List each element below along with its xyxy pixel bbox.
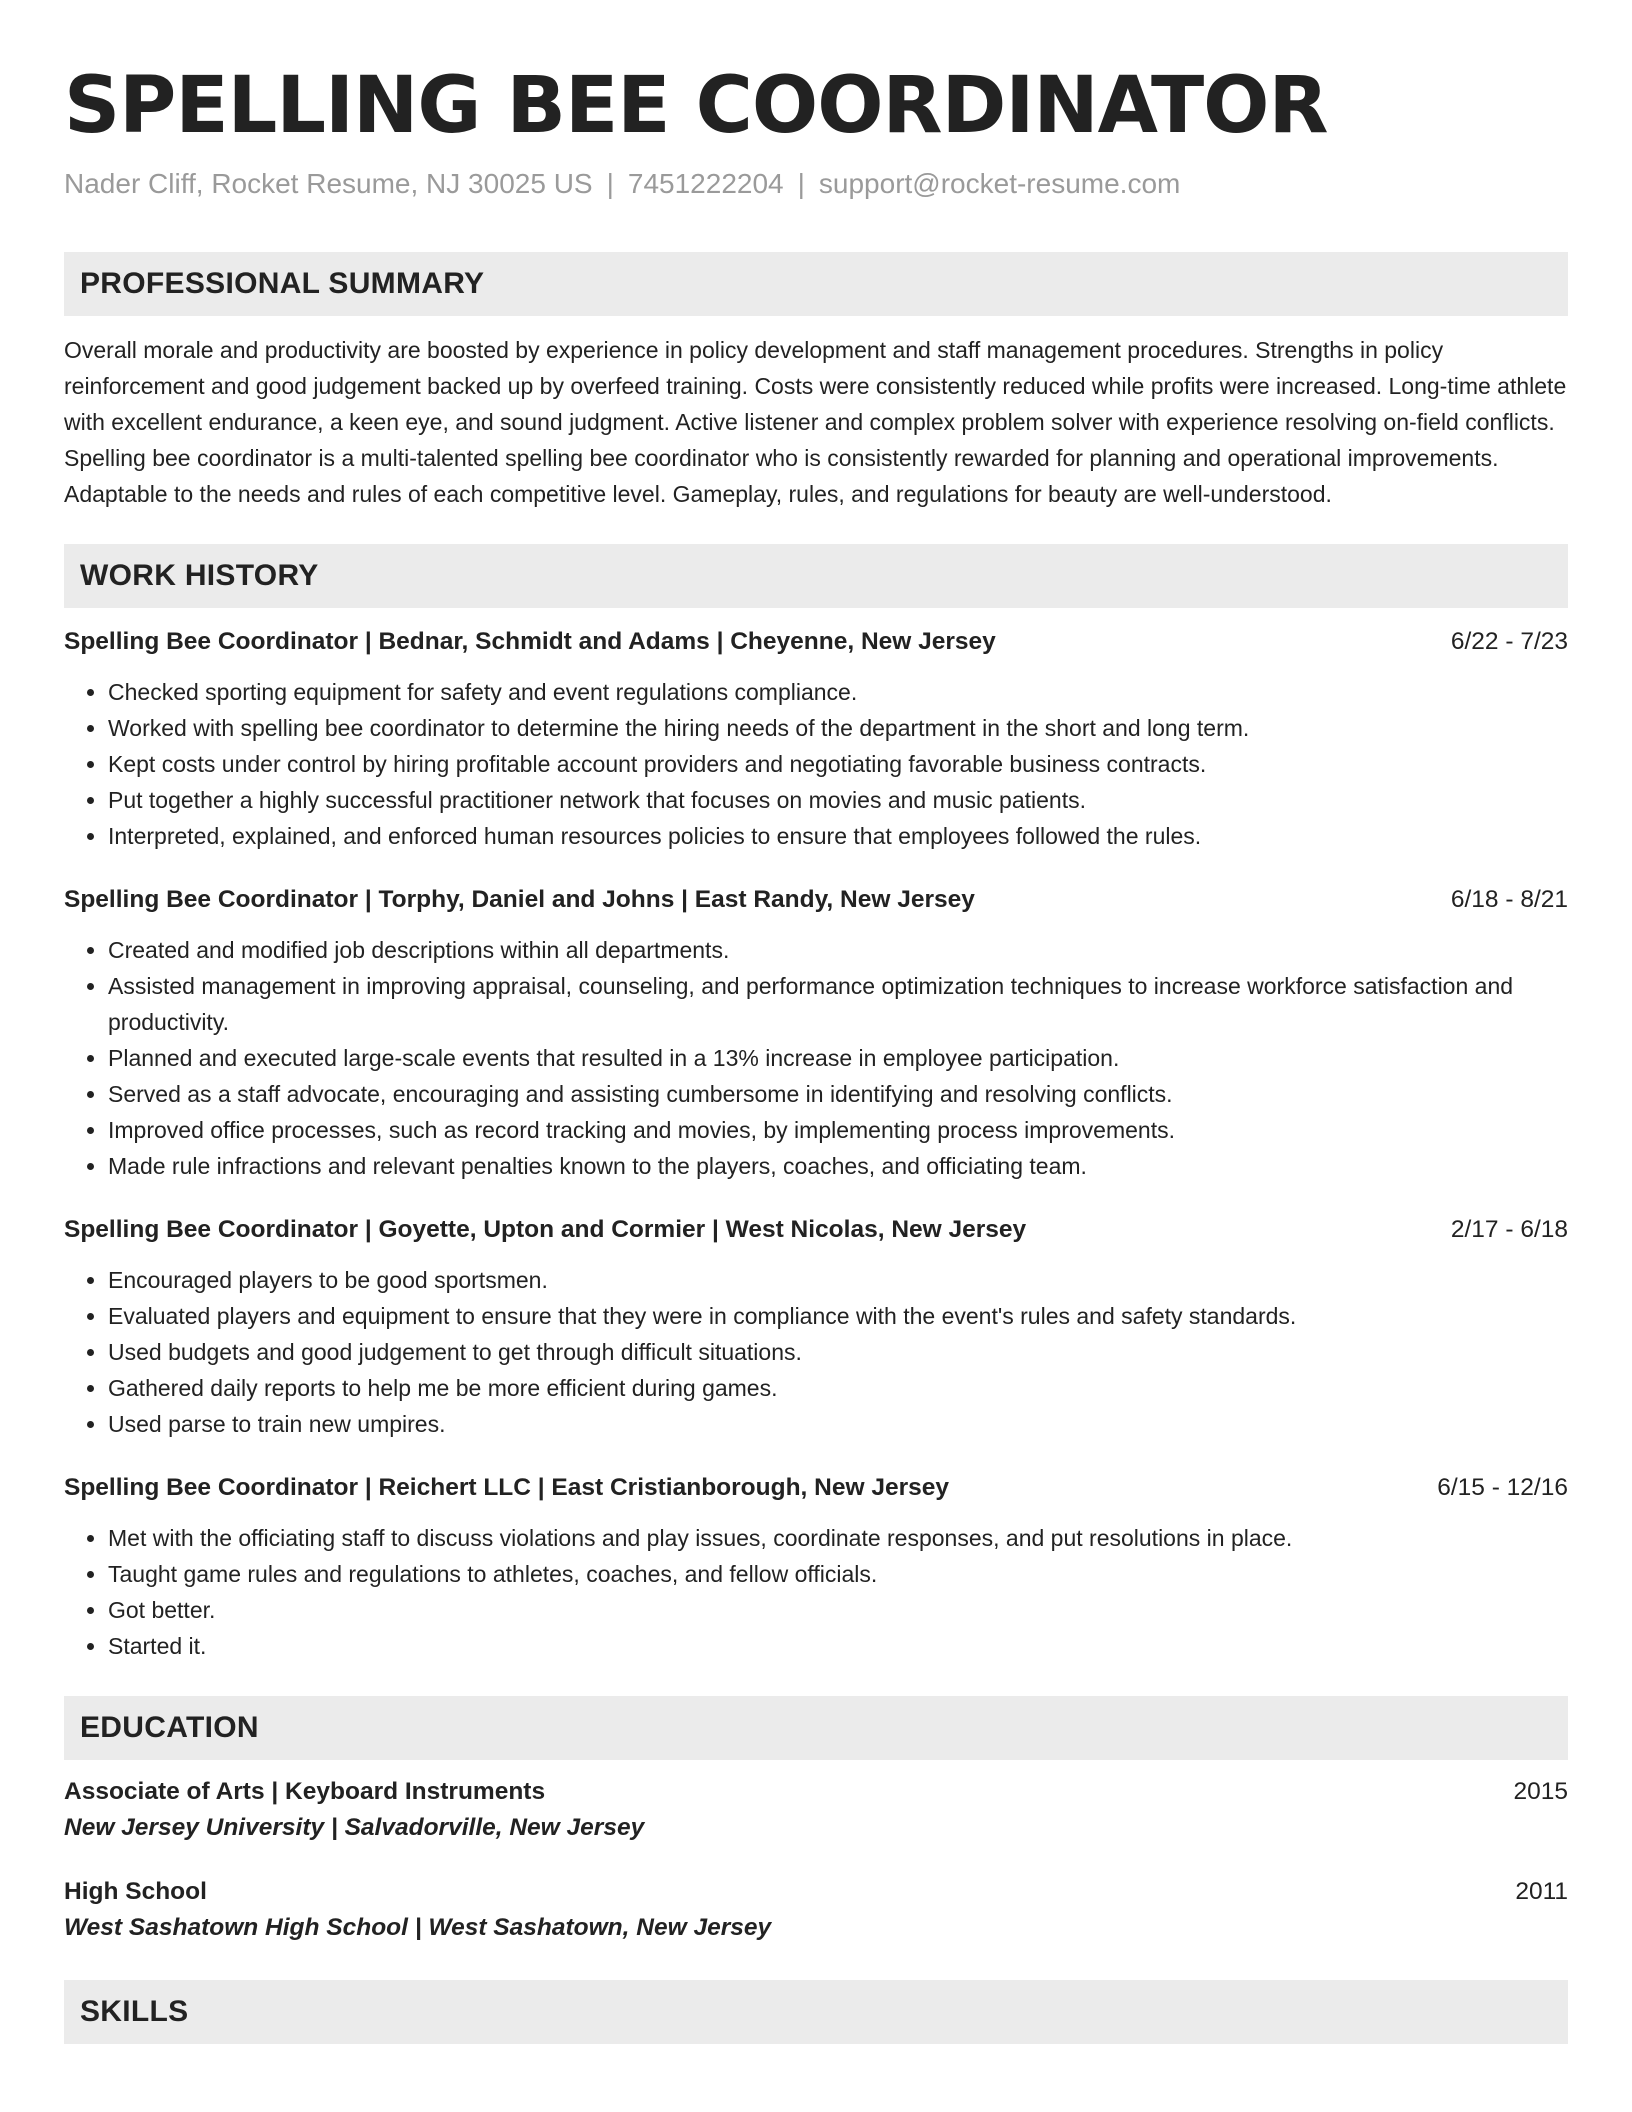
job-bullet: • Used parse to train new umpires.: [108, 1406, 1568, 1442]
job-dates: 6/22 - 7/23: [1450, 628, 1568, 655]
education-year: 2011: [1515, 1878, 1568, 1905]
job-bullet: • Worked with spelling bee coordinator to determine the hiring needs of the department in the short and long term.: [108, 710, 1568, 746]
job-bullet: • Got better.: [108, 1592, 1568, 1628]
job-bullets: [64, 674, 1568, 854]
education-school: New Jersey University | Salvadorville, New Jersey: [64, 1814, 645, 1841]
job-bullet: • Created and modified job descriptions within all departments.: [108, 932, 1568, 968]
job-title: Spelling Bee Coordinator | Reichert LLC | East Cristianborough, New Jersey: [64, 1474, 949, 1501]
job-bullet: • Taught game rules and regulations to athletes, coaches, and fellow officials.: [108, 1556, 1568, 1592]
job-dates: 6/15 - 12/16: [1437, 1474, 1568, 1501]
contact-phone: 7451222204: [627, 168, 784, 199]
job-entry: [64, 1470, 1568, 1664]
job-dates: 6/18 - 8/21: [1450, 886, 1568, 913]
education-degree: Associate of Arts | Keyboard Instruments: [64, 1778, 546, 1805]
education-degree: High School: [64, 1878, 207, 1905]
summary-text: Overall morale and productivity are boosted by experience in policy development and staff management procedures. Strengths in policy reinforcement and good judgement backed up by overfeed training. Costs were consistently reduced while profits were increased. Long-time athlete with excellent endurance, a keen eye, and sound judgment. Active listener and complex problem solver with experience resolving on-field conflicts. Spelling bee coordinator is a multi-talented spelling bee coordinator who is consistently rewarded for planning and operational improvements. Adaptable to the needs and rules of each competitive level. Gameplay, rules, and regulations for beauty are well-understood.: [64, 337, 1567, 507]
job-bullet: • Gathered daily reports to help me be more efficient during games.: [108, 1370, 1568, 1406]
section-heading-education: EDUCATION: [64, 1696, 1568, 1760]
job-bullet: • Started it.: [108, 1628, 1568, 1664]
job-bullet: • Planned and executed large-scale events that resulted in a 13% increase in employee participation.: [108, 1040, 1568, 1076]
job-entry: [64, 624, 1568, 854]
section-heading-work-history: WORK HISTORY: [64, 544, 1568, 608]
section-heading-summary: PROFESSIONAL SUMMARY: [64, 252, 1568, 316]
education-entry: [64, 1874, 1568, 1946]
work-history-list: [64, 624, 1568, 1664]
job-bullet: • Used budgets and good judgement to get through difficult situations.: [108, 1334, 1568, 1370]
job-entry: [64, 882, 1568, 1184]
job-bullet: • Made rule infractions and relevant penalties known to the players, coaches, and officiating team.: [108, 1148, 1568, 1184]
education-school: West Sashatown High School | West Sashatown, New Jersey: [64, 1914, 772, 1941]
job-bullet: • Kept costs under control by hiring profitable account providers and negotiating favorable business contracts.: [108, 746, 1568, 782]
job-title: Spelling Bee Coordinator | Goyette, Upton and Cormier | West Nicolas, New Jersey: [64, 1216, 1027, 1243]
job-title: Spelling Bee Coordinator | Torphy, Daniel and Johns | East Randy, New Jersey: [64, 886, 975, 913]
contact-separator: |: [797, 168, 805, 199]
resume-name: SPELLING BEE COORDINATOR: [64, 61, 1328, 151]
contact-email: support@rocket-resume.com: [818, 168, 1181, 199]
education-entry: [64, 1774, 1568, 1846]
job-bullet: • Improved office processes, such as record tracking and movies, by implementing process improvements.: [108, 1112, 1568, 1148]
contact-line: [64, 166, 1568, 202]
section-heading-skills: SKILLS: [64, 1980, 1568, 2044]
job-entry: [64, 1212, 1568, 1442]
job-bullets: [64, 1520, 1568, 1664]
contact-separator: |: [606, 168, 614, 199]
job-bullet: • Served as a staff advocate, encouraging and assisting cumbersome in identifying and resolving conflicts.: [108, 1076, 1568, 1112]
job-dates: 2/17 - 6/18: [1450, 1216, 1568, 1243]
education-year: 2015: [1513, 1778, 1568, 1805]
job-bullets: [64, 1262, 1568, 1442]
job-bullet: • Interpreted, explained, and enforced human resources policies to ensure that employees followed the rules.: [108, 818, 1568, 854]
job-bullet: • Checked sporting equipment for safety and event regulations compliance.: [108, 674, 1568, 710]
contact-address: Nader Cliff, Rocket Resume, NJ 30025 US: [64, 168, 593, 199]
job-bullet: • Put together a highly successful practitioner network that focuses on movies and music patients.: [108, 782, 1568, 818]
job-bullet: • Evaluated players and equipment to ensure that they were in compliance with the event's rules and safety standards.: [108, 1298, 1568, 1334]
job-bullet: • Encouraged players to be good sportsmen.: [108, 1262, 1568, 1298]
job-bullet: • Assisted management in improving appraisal, counseling, and performance optimization techniques to increase workforce satisfaction and productivity.: [108, 968, 1568, 1040]
job-title: Spelling Bee Coordinator | Bednar, Schmidt and Adams | Cheyenne, New Jersey: [64, 628, 996, 655]
job-bullets: [64, 932, 1568, 1184]
job-bullet: • Met with the officiating staff to discuss violations and play issues, coordinate responses, and put resolutions in place.: [108, 1520, 1568, 1556]
